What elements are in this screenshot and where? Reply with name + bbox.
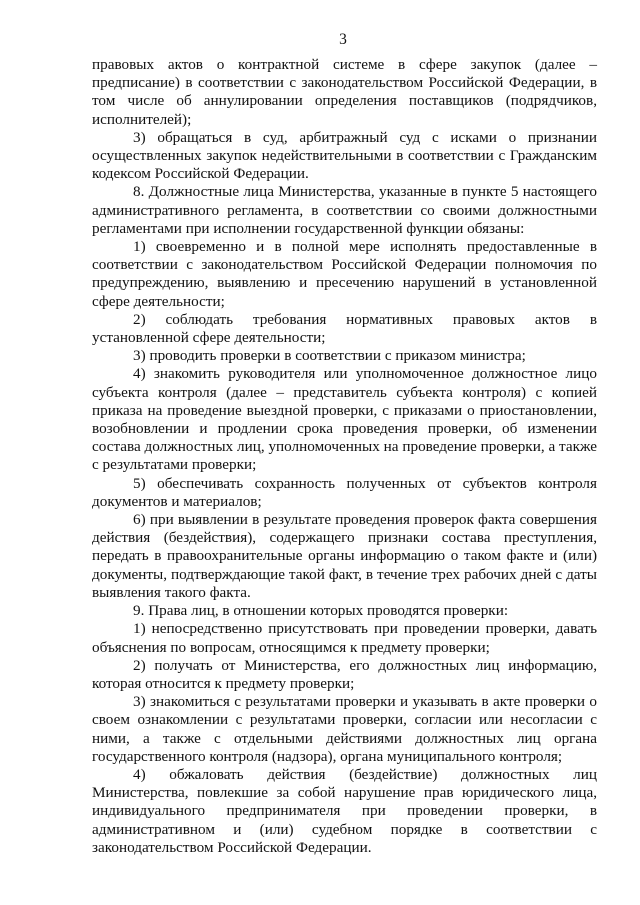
paragraph-right-2: 2) получать от Министерства, его должностных лиц информацию, которая относится к предмету проверки; <box>92 656 597 692</box>
page-number: 3 <box>339 31 347 48</box>
paragraph-duty-1: 1) своевременно и в полной мере исполнять предоставленные в соответствии с законодательством Российской Федерации полномочия по предупреждению, выявлению и пресечению нарушений в установленной сфере деятельности; <box>92 238 597 310</box>
paragraph-item-3-court: 3) обращаться в суд, арбитражный суд с исками о признании осуществленных закупок недействительными в соответствии с Гражданским кодексом Российской Федерации. <box>92 128 597 183</box>
paragraph-section-9: 9. Права лиц, в отношении которых проводятся проверки: <box>133 602 509 620</box>
paragraph-duty-3: 3) проводить проверки в соответствии с приказом министра; <box>133 347 526 365</box>
paragraph-duty-5: 5) обеспечивать сохранность полученных от субъектов контроля документов и материалов; <box>92 474 597 510</box>
paragraph-duty-6: 6) при выявлении в результате проведения проверок факта совершения действия (бездействия), содержащего признаки состава преступления, передать в правоохранительные органы информацию о таком факте и (или) документы, подтверждающие такой факт, в течение трех рабочих дней с даты выявления такого факта. <box>92 511 597 601</box>
paragraph-right-4: 4) обжаловать действия (бездействие) должностных лиц Министерства, повлекшие за собой нарушение прав юридического лица, индивидуального предпринимателя при проведении проверки, в административном и (или) судебном порядке в соответствии с законодательством Российской Федерации. <box>92 765 597 856</box>
document-body <box>92 56 597 857</box>
paragraph-duty-2: 2) соблюдать требования нормативных правовых актов в установленной сфере деятельности; <box>92 310 597 347</box>
paragraph-right-3: 3) знакомиться с результатами проверки и указывать в акте проверки о своем ознакомлении с результатами проверки, согласии или несогласии с ними, а также с отдельными действиями должностных лиц органа государственного контроля (надзора), органа муниципального контроля; <box>92 693 597 765</box>
paragraph-right-1: 1) непосредственно присутствовать при проведении проверки, давать объяснения по вопросам, относящимся к предмету проверки; <box>92 620 597 656</box>
paragraph-section-8: 8. Должностные лица Министерства, указанные в пункте 5 настоящего административного регламента, в соответствии со своими должностными регламентами при исполнении государственной функции обязаны: <box>92 183 597 237</box>
paragraph-duty-4: 4) знакомить руководителя или уполномоченное должностное лицо субъекта контроля (далее – представитель субъекта контроля) с копией приказа на проведение выездной проверки, с приказами о приостановлении, возобновлении и продлении срока проведения проверки, об изменении состава должностных лиц, уполномоченных на проведение проверки, а также с результатами проверки; <box>92 365 597 474</box>
paragraph-continuation: правовых актов о контрактной системе в сфере закупок (далее – предписание) в соответствии с законодательством Российской Федерации, в том числе об аннулировании определения поставщиков (подрядчиков, исполнителей); <box>92 56 597 128</box>
